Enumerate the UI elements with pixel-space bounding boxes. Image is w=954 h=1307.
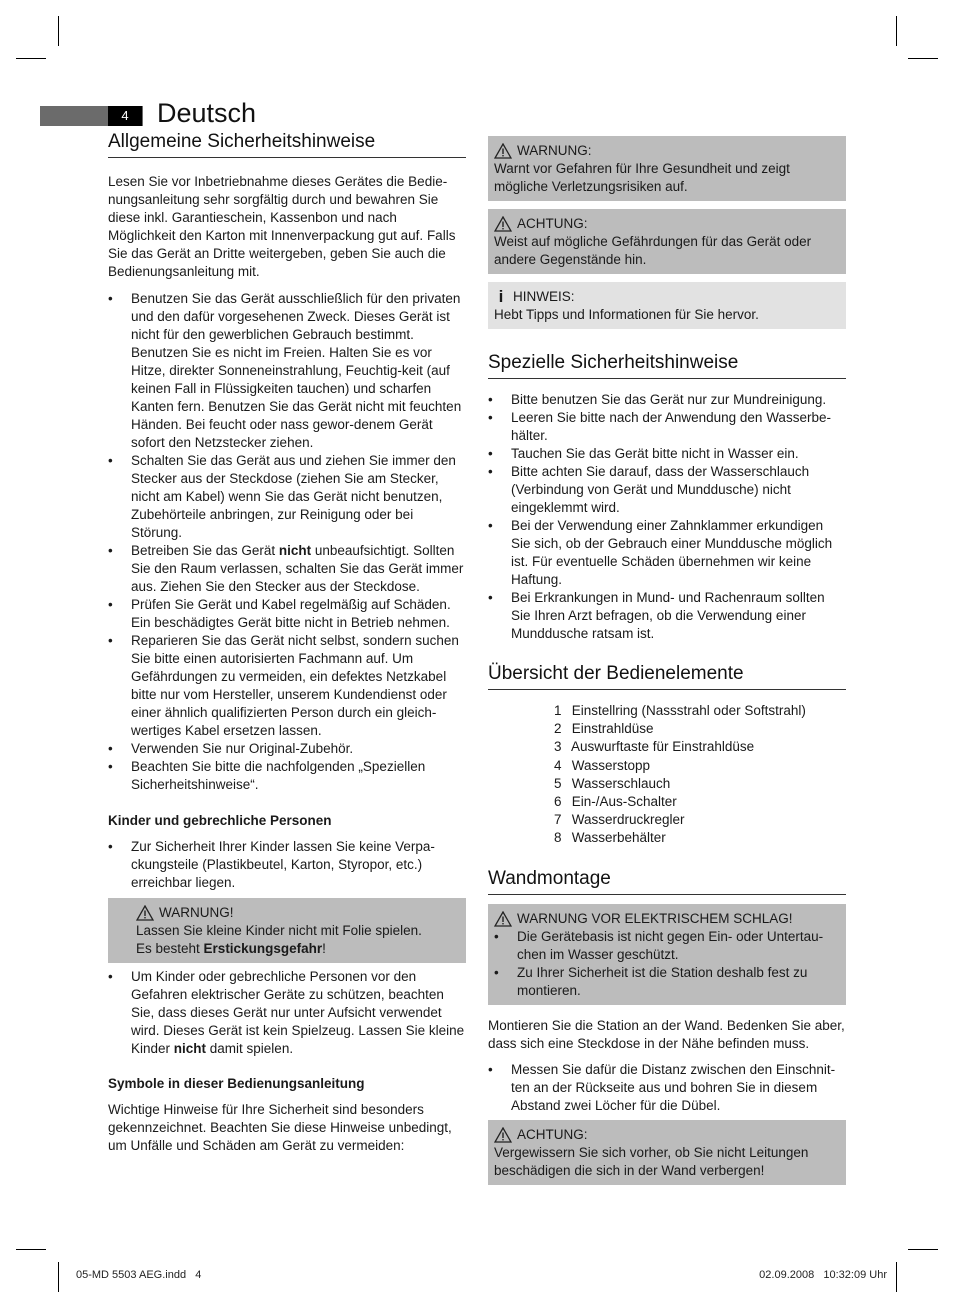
caution-box-title xyxy=(494,1126,840,1144)
wall-mount-paragraph: Montieren Sie die Station an der Wand. Bedenken Sie aber, dass sich eine Steckdose in der Nähe befinden muss. xyxy=(488,1017,845,1051)
right-column xyxy=(488,136,846,1185)
subheading-children: Kinder und gebrechliche Personen xyxy=(108,813,332,828)
list-item: • Um Kinder oder gebrechliche Personen vor den Gefahren elektrischer Geräte zu schützen, beachten Sie, dass dieses Gerät nur unter Aufsicht verwendet wird. Dieses Gerät ist kein Spielzeug. Lassen Sie kleine Kinder nicht damit spielen. xyxy=(108,968,466,1058)
caution-box-title xyxy=(494,215,840,233)
controls-list xyxy=(488,702,846,848)
warning-label: WARNUNG: xyxy=(517,143,592,158)
symbols-paragraph: Wichtige Hinweise für Ihre Sicherheit sind besonders gekennzeichnet. Beachten Sie diese Hinweise unbedingt, um Unfälle und Schäden am Gerät zu vermeiden: xyxy=(108,1102,452,1153)
list-item: 6 Ein-/Aus-Schalter xyxy=(554,794,677,810)
language-heading: Deutsch xyxy=(157,98,257,128)
list-item: • Schalten Sie das Gerät aus und ziehen Sie immer den Stecker aus der Steckdose (ziehen Sie am Stecker, nicht am Kabel) wenn Sie das Gerät nicht benutzen, Zubehörteile anbringen, zur Reinigung oder bei Störung. xyxy=(108,452,466,542)
warning-list xyxy=(494,928,840,1000)
crop-mark xyxy=(908,1249,938,1250)
crop-mark xyxy=(58,16,59,46)
list-item: • Betreiben Sie das Gerät nicht unbeaufsichtigt. Sollten Sie den Raum verlassen, schalten Sie das Gerät immer aus. Ziehen Sie den Stecker aus der Steckdose. xyxy=(108,542,466,596)
hint-label: HINWEIS: xyxy=(513,289,575,304)
caution-symbol-box xyxy=(488,209,846,274)
section-title-controls-overview: Übersicht der Bedienelemente xyxy=(488,662,846,690)
caution-label: ACHTUNG: xyxy=(517,1126,588,1142)
crop-mark xyxy=(896,1262,897,1292)
list-item: • Prüfen Sie Gerät und Kabel regelmäßig auf Schäden. Ein beschädigtes Gerät bitte nicht in Betrieb nehmen. xyxy=(108,596,466,632)
wall-mount-list xyxy=(488,1061,846,1115)
hint-description: Hebt Tipps und Informationen für Sie hervor. xyxy=(494,307,759,322)
caution-description: Weist auf mögliche Gefährdungen für das Gerät oder andere Gegenstände hin. xyxy=(494,234,812,267)
list-item: • Bei Erkrankungen in Mund- und Rachenraum sollten Sie Ihren Arzt befragen, ob die Verwendung einer Munddusche ratsam ist. xyxy=(488,589,846,643)
list-item: • Benutzen Sie das Gerät ausschließlich für den privaten und den dafür vorgesehenen Zweck. Dieses Gerät ist nicht für den gewerblichen Gebrauch bestimmt. Benutzen Sie es nicht im Freien. Halten Sie es vor Hitze, direkter Sonneneinstrahlung, Feuchtig-keit (auf keinen Fall in Flüssigkeiten tauchen) und scharfen Kanten fern. Benutzen Sie das Gerät nicht mit feuchten Händen. Bei feucht oder nass gewor-denem Gerät sofort den Netzstecker ziehen. xyxy=(108,290,466,452)
list-item: 5 Wasserschlauch xyxy=(554,775,671,791)
list-item: • Bei der Verwendung einer Zahnklammer erkundigen Sie sich, ob der Gebrauch einer Munddusche möglich ist. Für eventuelle Schäden übernehmen wir keine Haftung. xyxy=(488,517,846,589)
warning-box-title xyxy=(494,142,840,160)
warning-box-title xyxy=(494,910,840,928)
caution-text: Vergewissern Sie sich vorher, ob Sie nicht Leitungen beschädigen die sich in der Wand verbergen! xyxy=(494,1144,809,1178)
special-safety-list xyxy=(488,391,846,643)
children-list xyxy=(108,838,466,892)
list-item: • Tauchen Sie das Gerät bitte nicht in Wasser ein. xyxy=(488,445,846,463)
intro-paragraph: Lesen Sie vor Inbetriebnahme dieses Gerätes die Bedie-nungsanleitung sehr sorgfältig durch und bewahren Sie diese inkl. Garantieschein, Kassenbon und nach Möglichkeit den Karton mit Innenverpackung gut auf. Falls Sie das Gerät an Dritte weitergeben, geben Sie auch die Bedienungsanleitung mit. xyxy=(108,174,456,279)
info-icon: i xyxy=(498,287,504,306)
footer-timestamp: 02.09.2008 10:32:09 Uhr xyxy=(759,1269,887,1281)
list-item: • Beachten Sie bitte die nachfolgenden „Speziellen Sicherheitshinweise“. xyxy=(108,758,466,794)
subheading-symbols: Symbole in dieser Bedienungsanleitung xyxy=(108,1076,365,1091)
warning-symbol-box xyxy=(488,136,846,201)
list-item: • Reparieren Sie das Gerät nicht selbst, sondern suchen Sie bitte einen autorisierten Fachmann auf. Um Gefährdungen zu vermeiden, ein defektes Netzkabel bitte nur vom Hersteller, unserem Kundendienst oder einer ähnlich qualifizierten Person durch ein gleich-wertiges Kabel ersetzen lassen. xyxy=(108,632,466,740)
footer-file-info: 05-MD 5503 AEG.indd 4 xyxy=(76,1269,202,1281)
section-title-wall-mounting: Wandmontage xyxy=(488,867,846,895)
warning-triangle-icon xyxy=(494,216,512,232)
list-item: 8 Wasserbehälter xyxy=(554,830,666,846)
warning-triangle-icon xyxy=(494,1127,512,1143)
crop-mark xyxy=(16,58,46,59)
list-item: 1 Einstellring (Nassstrahl oder Softstrahl) xyxy=(554,703,806,718)
warning-triangle-icon xyxy=(136,905,154,921)
warning-label: WARNUNG! xyxy=(159,905,234,920)
list-item: • Bitte benutzen Sie das Gerät nur zur Mundreinigung. xyxy=(488,391,846,409)
children-list-2 xyxy=(108,968,466,1058)
list-item: • Die Gerätebasis ist nicht gegen Ein- oder Untertau-chen im Wasser geschützt. xyxy=(494,928,840,964)
list-item: 2 Einstrahldüse xyxy=(554,721,654,737)
electric-shock-warning-box xyxy=(488,904,846,1005)
list-item: • Messen Sie dafür die Distanz zwischen den Einschnit-ten an der Rückseite aus und bohren Sie in diesem Abstand zwei Löcher für die Dübel. xyxy=(488,1061,846,1115)
section-title-special-safety: Spezielle Sicherheitshinweise xyxy=(488,351,846,379)
warning-description: Warnt vor Gefahren für Ihre Gesundheit und zeigt mögliche Verletzungsrisiken auf. xyxy=(494,161,790,194)
warning-text: Lassen Sie kleine Kinder nicht mit Folie spielen. xyxy=(136,923,422,938)
list-item: • Zur Sicherheit Ihrer Kinder lassen Sie keine Verpa-ckungsteile (Plastikbeutel, Karton, Styropor, etc.) erreichbar liegen. xyxy=(108,838,466,892)
warning-triangle-icon xyxy=(494,143,512,159)
list-item: • Zu Ihrer Sicherheit ist die Station deshalb fest zu montieren. xyxy=(494,964,840,1000)
crop-mark xyxy=(58,1262,59,1292)
wall-caution-box xyxy=(488,1120,846,1185)
list-item: 7 Wasserdruckregler xyxy=(554,812,685,828)
warning-label: WARNUNG VOR ELEKTRISCHEM SCHLAG! xyxy=(517,910,793,926)
list-item: • Verwenden Sie nur Original-Zubehör. xyxy=(108,740,466,758)
hint-symbol-box xyxy=(488,282,846,329)
crop-mark xyxy=(908,58,938,59)
warning-box-title xyxy=(136,904,460,922)
list-item: • Leeren Sie bitte nach der Anwendung den Wasserbe-hälter. xyxy=(488,409,846,445)
general-safety-list xyxy=(108,290,466,794)
warning-box-children xyxy=(108,898,466,963)
list-item: 4 Wasserstopp xyxy=(554,757,651,773)
list-item: 3 Auswurftaste für Einstrahldüse xyxy=(554,739,755,755)
warning-triangle-icon xyxy=(494,911,512,927)
page-number: 4 xyxy=(108,106,142,126)
section-title-general-safety: Allgemeine Sicherheitshinweise xyxy=(108,130,466,158)
warning-text: Es besteht Erstickungsgefahr! xyxy=(136,941,326,956)
left-column xyxy=(108,130,466,1155)
hint-box-title xyxy=(494,288,840,306)
crop-mark xyxy=(16,1249,46,1250)
list-item: • Bitte achten Sie darauf, dass der Wasserschlauch (Verbindung von Gerät und Munddusche) nicht eingeklemmt wird. xyxy=(488,463,846,517)
crop-mark xyxy=(896,16,897,46)
caution-label: ACHTUNG: xyxy=(517,216,588,231)
